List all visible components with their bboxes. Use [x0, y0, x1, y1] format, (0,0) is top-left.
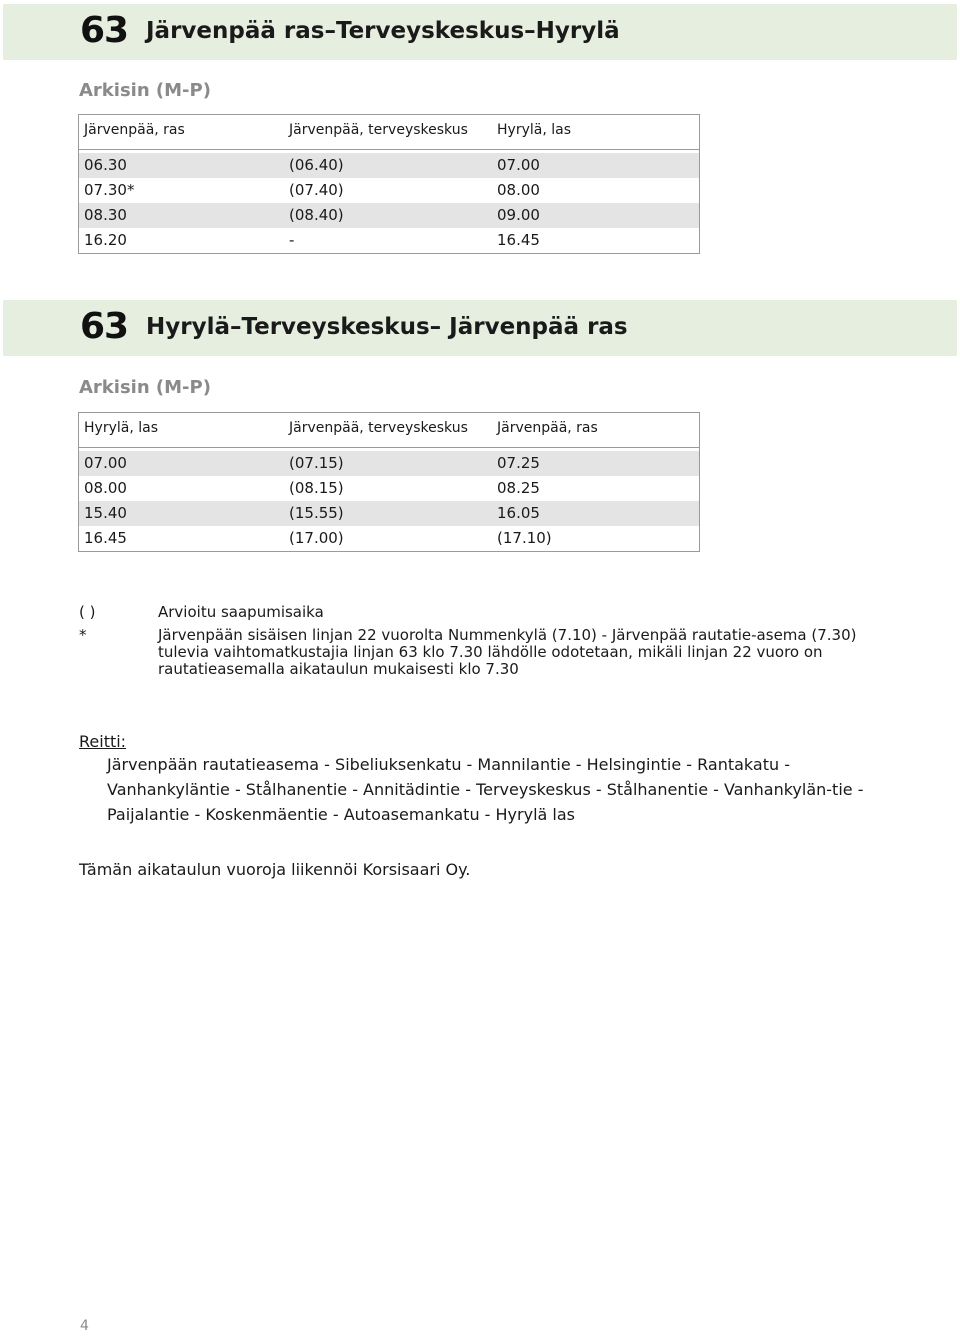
- day-type: Arkisin (M-P): [79, 377, 211, 398]
- note-text: Järvenpään sisäisen linjan 22 vuorolta Nummenkylä (7.10) - Järvenpää rautatie-asema (7.30) tulevia vaihtomatkustajia linjan 63 klo 7.30 lähdölle odotetaan, mikäli linjan 22 vuoro on rautatieasemalla aikataulun mukaisesti klo 7.30: [158, 626, 857, 678]
- time-cell: -: [289, 231, 295, 249]
- table-row: [79, 476, 699, 501]
- column-header: Järvenpää, terveyskeskus: [289, 420, 468, 436]
- time-cell: 07.00: [84, 454, 127, 472]
- time-cell: (15.55): [289, 504, 344, 522]
- table-row: [79, 178, 699, 203]
- time-cell: 15.40: [84, 504, 127, 522]
- day-type: Arkisin (M-P): [79, 80, 211, 101]
- timetable-1: [78, 114, 700, 254]
- route-label: Reitti:: [79, 732, 127, 751]
- note-item: [79, 627, 859, 678]
- time-cell: 16.45: [84, 529, 127, 547]
- route-title: Järvenpää ras–Terveyskeskus–Hyrylä: [146, 18, 620, 44]
- route-description: Järvenpään rautatieasema - Sibeliuksenkatu - Mannilantie - Helsingintie - Rantakatu - Vanhankyläntie - Stålhanentie - Annitädintie - Terveyskeskus - Stålhanentie - Vanhankylän-tie - Paijalantie - Koskenmäentie - Autoasemankatu - Hyrylä las: [107, 755, 864, 824]
- time-cell: 09.00: [497, 206, 540, 224]
- time-cell: 07.00: [497, 156, 540, 174]
- route-title: Hyrylä–Terveyskeskus– Järvenpää ras: [146, 314, 628, 340]
- table-row: [79, 153, 699, 178]
- note-symbol: *: [79, 626, 87, 644]
- time-cell: 08.00: [497, 181, 540, 199]
- time-cell: (07.40): [289, 181, 344, 199]
- table-row: [79, 203, 699, 228]
- timetable-header: [79, 115, 699, 150]
- column-header: Järvenpää, ras: [84, 122, 185, 138]
- time-cell: 08.00: [84, 479, 127, 497]
- route-number: 63: [80, 10, 129, 51]
- timetable-header: [79, 413, 699, 448]
- time-cell: 08.25: [497, 479, 540, 497]
- route-number: 63: [80, 306, 129, 347]
- time-cell: 16.05: [497, 504, 540, 522]
- table-row: [79, 451, 699, 476]
- time-cell: (07.15): [289, 454, 344, 472]
- time-cell: 16.20: [84, 231, 127, 249]
- route-header-2: [3, 300, 957, 356]
- route-header-1: [3, 4, 957, 60]
- column-header: Järvenpää, terveyskeskus: [289, 122, 468, 138]
- column-header: Järvenpää, ras: [497, 420, 598, 436]
- page-number: 4: [80, 1318, 89, 1334]
- operator-text: Tämän aikataulun vuoroja liikennöi Korsisaari Oy.: [79, 860, 471, 879]
- column-header: Hyrylä, las: [84, 420, 158, 436]
- table-row: [79, 228, 699, 253]
- time-cell: 16.45: [497, 231, 540, 249]
- note-symbol: ( ): [79, 603, 96, 621]
- time-cell: (17.00): [289, 529, 344, 547]
- table-row: [79, 526, 699, 551]
- time-cell: (17.10): [497, 529, 552, 547]
- time-cell: 06.30: [84, 156, 127, 174]
- time-cell: 07.30*: [84, 181, 135, 199]
- table-row: [79, 501, 699, 526]
- time-cell: (08.15): [289, 479, 344, 497]
- time-cell: (06.40): [289, 156, 344, 174]
- time-cell: 08.30: [84, 206, 127, 224]
- timetable-2: [78, 412, 700, 552]
- note-text: Arvioitu saapumisaika: [158, 603, 324, 621]
- time-cell: 07.25: [497, 454, 540, 472]
- legend-notes: [79, 604, 859, 684]
- note-item: [79, 604, 859, 621]
- time-cell: (08.40): [289, 206, 344, 224]
- column-header: Hyrylä, las: [497, 122, 571, 138]
